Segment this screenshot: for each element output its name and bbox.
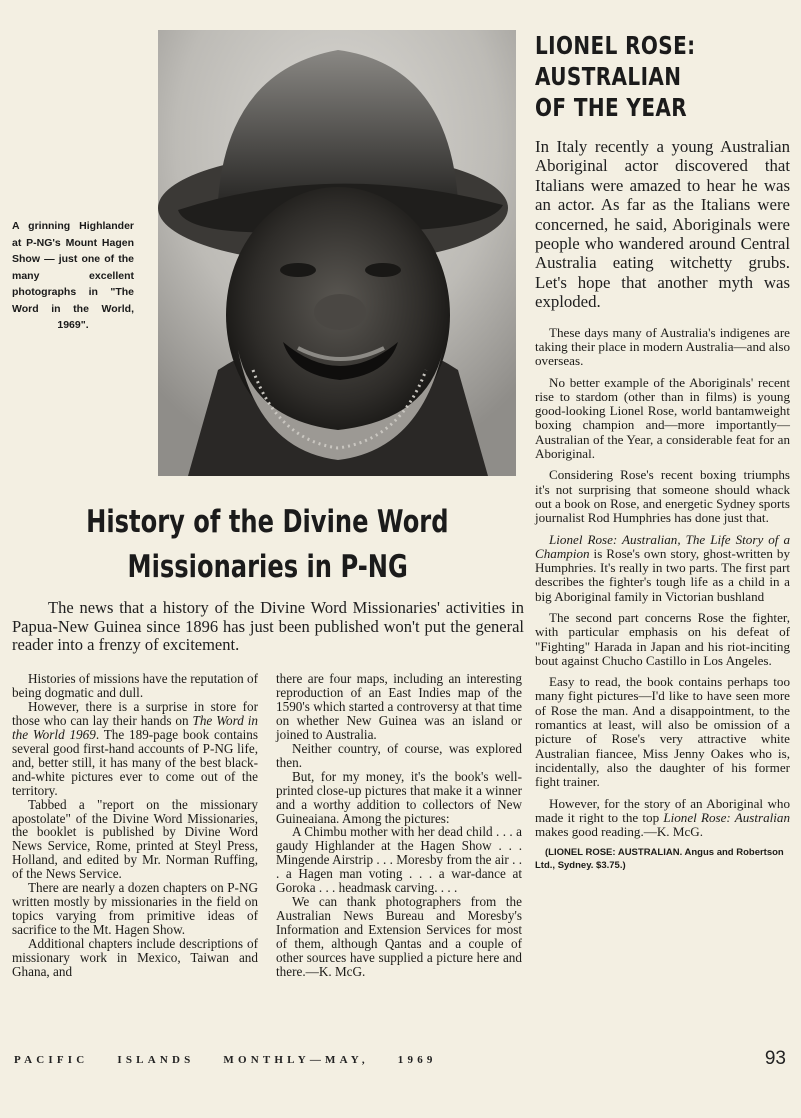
feature-paragraph: Considering Rose's recent boxing triumphs it's not surprising that someone should whack out a book on Rose, and energetic Sydney sports journalist Rod Humphries has done just that.	[535, 467, 790, 526]
article-paragraph: But, for my money, it's the book's well-printed close-up pictures that make it a winner and a worthy addition to collectors of New Guineaiana. Among the pictures:	[276, 768, 522, 826]
feature-paragraph: These days many of Australia's indigenes are taking their place in modern Australia—and also overseas.	[535, 324, 790, 369]
feature-paragraph	[535, 533, 790, 604]
article-paragraph	[12, 700, 258, 798]
highlander-photo	[158, 30, 516, 476]
article-title-line: History of the Divine Word	[86, 504, 449, 540]
article-title	[20, 500, 515, 590]
book-title: The Word in the World 1969	[12, 712, 258, 742]
article-title-line: Missionaries in P-NG	[127, 549, 408, 585]
article-paragraph: Additional chapters include descriptions of missionary work in Mexico, Taiwan and Ghana, and	[12, 936, 258, 980]
book-title: Lionel Rose: Australian, The Life Story of a Champion	[535, 531, 790, 561]
article-paragraph: Neither country, of course, was explored then.	[276, 740, 522, 770]
feature-lead: In Italy recently a young Australian Aboriginal actor discovered that Italians were amazed to hear he was an actor. As far as the Italians were concerned, he said, Aboriginals were people who wandered around Central Australia eating witchetty grubs. Let's hope that another myth was exploded.	[535, 137, 790, 312]
feature-paragraph: The second part concerns Rose the fighter, with particular emphasis on his defeat of "Fighting" Harada in Japan and his riot-inciting bout against Chucho Castillo in Los Angeles.	[535, 610, 790, 668]
page-footer	[14, 1048, 790, 1072]
paragraph-text: is Rose's own story, ghost-written by Humphries. It's really in two parts. The first part describes the fighter's tough life as a child in a big Aboriginal family in Victorian bushland	[535, 545, 790, 604]
page-number: 93	[764, 1048, 786, 1069]
article-column-right	[276, 672, 522, 979]
article-paragraph: A Chimbu mother with her dead child . . . a gaudy Highlander at the Hagen Show . . . Mingende Airstrip . . . Moresby from the air . . . a Hagen man voting . . . a war-dance at Goroka . . . headmask carving. . . .	[276, 824, 522, 896]
paragraph-text: However, for the story of an Aboriginal who made it right to the top	[535, 795, 790, 825]
feature-title-line: AUSTRALIAN	[535, 62, 682, 91]
paragraph-text: makes good reading.—K. McG.	[535, 824, 704, 840]
photo-caption: A grinning Highlander at P-NG's Mount Hagen Show — just one of the many excellent photographs in "The Word in the World, 1969".	[12, 220, 134, 331]
feature-title-line: OF THE YEAR	[535, 93, 688, 122]
feature-paragraph	[535, 797, 790, 840]
paragraph-text: . The 189-page book contains several good first-hand accounts of P-NG life, and, better still, it has many of the best black-and-white pictures ever to come out of the territory.	[12, 726, 258, 798]
feature-title-line: LIONEL ROSE:	[535, 31, 696, 60]
feature-paragraph: Easy to read, the book contains perhaps too many fight pictures—I'd like to have seen more of Rose the man. And a disappointment, to the romantics at least, will also be omission of a picture of Rose's very attractive white Australian fiancee, Miss Jenny Oakes who is, incidentally, also the daughter of his former fight trainer.	[535, 674, 790, 790]
paragraph-text: However, there is a surprise in store for those who can lay their hands on	[12, 698, 258, 728]
article-paragraph: there are four maps, including an interesting reproduction of an East Indies map of the 1590's which started a controversy at that time on whether New Guinea was an island or joined to Australia.	[276, 671, 522, 742]
feature-body	[535, 326, 790, 873]
feature-paragraph: No better example of the Aboriginals' recent rise to stardom (other than in films) is young good-looking Lionel Rose, world bantamweight boxing champion and—more importantly—Australian of the Year, a considerable feat for an Aboriginal.	[535, 374, 790, 462]
article-column-left	[12, 672, 258, 979]
magazine-name: PACIFIC ISLANDS MONTHLY—MAY, 1969	[14, 1054, 437, 1066]
book-credit: (LIONEL ROSE: AUSTRALIAN. Angus and Robertson Ltd., Sydney. $3.75.)	[535, 847, 784, 872]
article-paragraph: Tabbed a "report on the missionary apostolate" of the Divine Word Missionaries, the booklet is published by Divine Word News Service, Rome, printed at Steyl Press, Holland, and edited by Mr. Norman Ruffing, of the News Service.	[12, 796, 258, 882]
photo-image	[158, 30, 516, 476]
article-paragraph: We can thank photographers from the Australian News Bureau and Moresby's Information and Extension Services for most of them, although Qantas and a couple of other sources have supplied a picture here and there.—K. McG.	[276, 894, 522, 980]
article-paragraph: There are nearly a dozen chapters on P-NG written mostly by missionaries in the field on topics varying from primitive ideas of sacrifice to the Mt. Hagen Show.	[12, 880, 258, 938]
article-paragraph: Histories of missions have the reputation of being dogmatic and dull.	[12, 671, 259, 700]
book-title: Lionel Rose: Australian	[663, 809, 790, 825]
feature-title	[535, 30, 790, 123]
article-lead: The news that a history of the Divine Word Missionaries' activities in Papua-New Guinea since 1896 has just been published won't put the general reader into a frenzy of excitement.	[12, 598, 524, 654]
lionel-rose-feature	[535, 30, 790, 872]
